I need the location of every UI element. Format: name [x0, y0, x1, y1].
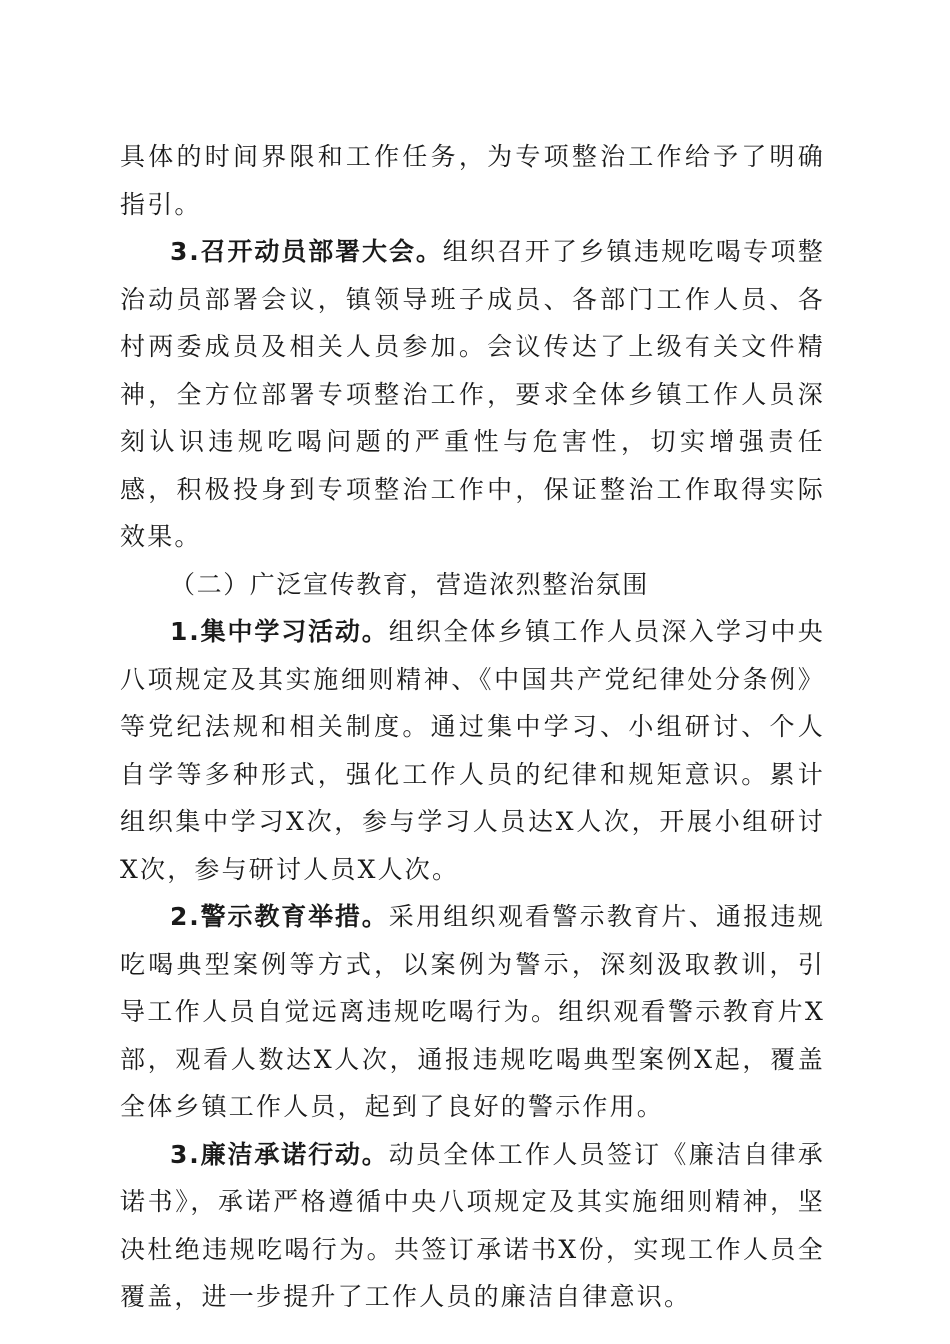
- paragraph-mobilization-meeting: [120, 228, 825, 561]
- document-body: [120, 133, 825, 1321]
- paragraph-lead: 3.召开动员部署大会。: [170, 237, 443, 266]
- paragraph-warning-education: [120, 893, 825, 1131]
- section-heading: （二）广泛宣传教育，营造浓烈整治氛围: [170, 569, 649, 599]
- paragraph-text: 采用组织观看警示教育片、通报违规吃喝典型案例等方式，以案例为警示，深刻汲取教训，引导工作人员自觉远离违规吃喝行为。组织观看警示教育片X部，观看人数达X人次，通报违规吃喝典型案例X起，覆盖全体乡镇工作人员，起到了良好的警示作用。: [120, 902, 825, 1121]
- paragraph-text: 组织召开了乡镇违规吃喝专项整治动员部署会议，镇领导班子成员、各部门工作人员、各村两委成员及相关人员参加。会议传达了上级有关文件精神，全方位部署专项整治工作，要求全体乡镇工作人员深刻认识违规吃喝问题的严重性与危害性，切实增强责任感，积极投身到专项整治工作中，保证整治工作取得实际效果。: [120, 237, 825, 551]
- paragraph-lead: 1.集中学习活动。: [170, 617, 389, 646]
- paragraph-continuation: [120, 133, 825, 228]
- paragraph-text: 具体的时间界限和工作任务，为专项整治工作给予了明确指引。: [120, 142, 825, 219]
- paragraph-lead: 2.警示教育举措。: [170, 902, 389, 931]
- paragraph-text: 组织全体乡镇工作人员深入学习中央八项规定及其实施细则精神、《中国共产党纪律处分条例》等党纪法规和相关制度。通过集中学习、小组研讨、个人自学等多种形式，强化工作人员的纪律和规矩意识。累计组织集中学习X次，参与学习人员达X人次，开展小组研讨X次，参与研讨人员X人次。: [120, 617, 825, 884]
- paragraph-lead: 3.廉洁承诺行动。: [170, 1139, 389, 1169]
- paragraph-centralized-study: [120, 608, 825, 893]
- paragraph-text: 动员全体工作人员签订《廉洁自律承诺书》，承诺严格遵循中央八项规定及其实施细则精神，坚决杜绝违规吃喝行为。共签订承诺书X份，实现工作人员全覆盖，进一步提升了工作人员的廉洁自律意识。: [120, 1139, 825, 1311]
- paragraph-integrity-pledge: [120, 1131, 825, 1321]
